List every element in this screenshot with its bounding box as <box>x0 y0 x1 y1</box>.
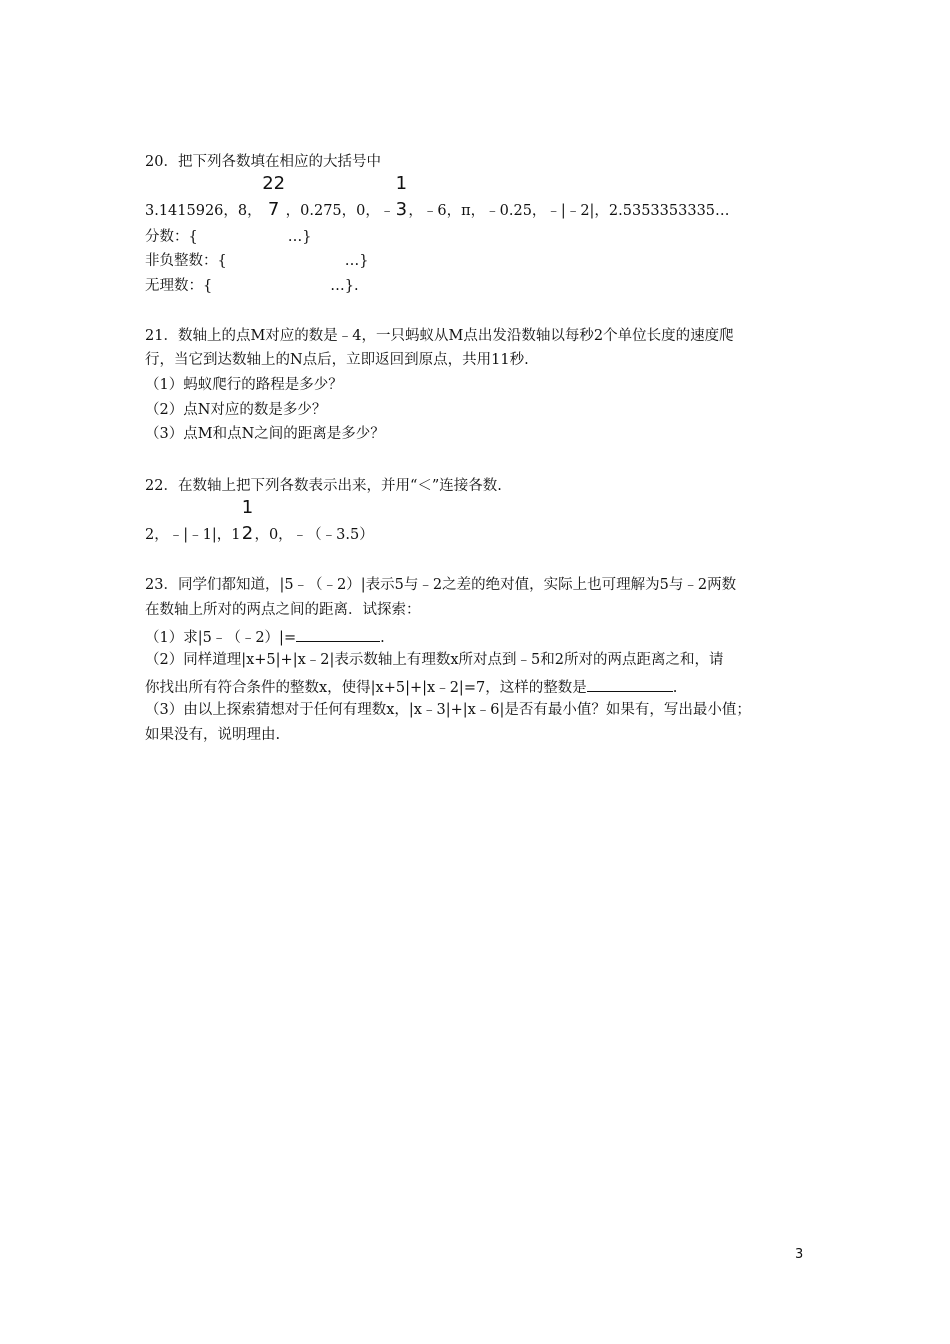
fraction-22-7 <box>262 173 286 220</box>
q22-numbers <box>145 497 374 545</box>
q20-category-fractions <box>145 227 311 247</box>
q23-part1 <box>145 625 385 648</box>
q23-line2: 在数轴上所对的两点之间的距离．试探索： <box>145 602 421 618</box>
q21-part1: （1）蚂蚁爬行的路程是多少？ <box>145 377 343 393</box>
q20-numbers <box>145 173 730 221</box>
fraction-denominator: 7 <box>267 199 280 220</box>
q22-numbers-part2: ，0，﹣（﹣3.5） <box>254 527 374 543</box>
q21-part3: （3）点M和点N之间的距离是多少？ <box>145 426 385 442</box>
q21-part2: （2）点N对应的数是多少？ <box>145 402 327 418</box>
q23-part2-line1: （2）同样道理|x+5|+|x﹣2|表示数轴上有理数x所对点到﹣5和2所对的两点距离之和，请 <box>145 652 724 668</box>
q20-numbers-part3: ，﹣6，π，﹣0.25，﹣|﹣2|，2.5353353335… <box>408 203 730 219</box>
category-label: 非负整数：{ <box>145 253 227 269</box>
fraction-numerator: 1 <box>241 497 254 518</box>
q23-part3-line1: （3）由以上探索猜想对于任何有理数x，|x﹣3|+|x﹣6|是否有最小值？如果有，写出最小值； <box>145 702 751 718</box>
q20-title: 20．把下列各数填在相应的大括号中 <box>145 154 381 170</box>
category-end: …} <box>344 253 369 269</box>
fraction-denominator: 2 <box>241 523 254 544</box>
q21-line1: 21．数轴上的点M对应的数是﹣4，一只蚂蚁从M点出发沿数轴以每秒2个单位长度的速度爬 <box>145 328 734 344</box>
q23-part3-line2: 如果没有，说明理由. <box>145 727 281 743</box>
q20-numbers-part1: 3.1415926，8， <box>145 203 262 219</box>
q23-line1: 23．同学们都知道，|5﹣（﹣2）|表示5与﹣2之差的绝对值，实际上也可理解为5与﹣2两数 <box>145 577 737 593</box>
answer-blank <box>587 675 673 692</box>
q22-numbers-part1: 2，﹣|﹣1|，1 <box>145 527 241 543</box>
page-number: 3 <box>795 1247 804 1262</box>
q23-part2-line2 <box>145 675 677 698</box>
q23-part2-text: 你找出所有符合条件的整数x，使得|x+5|+|x﹣2|=7，这样的整数是 <box>145 680 587 696</box>
category-label: 分数：{ <box>145 229 198 245</box>
q20-numbers-part2: ，0.275，0，﹣ <box>285 203 395 219</box>
q23-part1-text: （1）求|5﹣（﹣2）|= <box>145 630 297 646</box>
q23-part1-end: . <box>380 630 385 646</box>
fraction-denominator: 3 <box>395 199 408 220</box>
q21-line2: 行，当它到达数轴上的N点后，立即返回到原点，共用11秒. <box>145 352 529 368</box>
category-end: …} <box>287 229 312 245</box>
answer-blank <box>296 625 380 642</box>
q22-title: 22．在数轴上把下列各数表示出来，并用“＜”连接各数. <box>145 478 502 494</box>
category-label: 无理数：{ <box>145 278 213 294</box>
fraction-1-2 <box>240 497 254 544</box>
category-end: …}. <box>330 278 359 294</box>
fraction-numerator: 1 <box>395 173 408 194</box>
q20-category-irrationals <box>145 276 359 296</box>
fraction-1-3 <box>394 173 408 220</box>
fraction-numerator: 22 <box>262 173 286 194</box>
q20-category-nonneg-integers <box>145 251 368 271</box>
q23-part2-end: . <box>672 680 678 696</box>
